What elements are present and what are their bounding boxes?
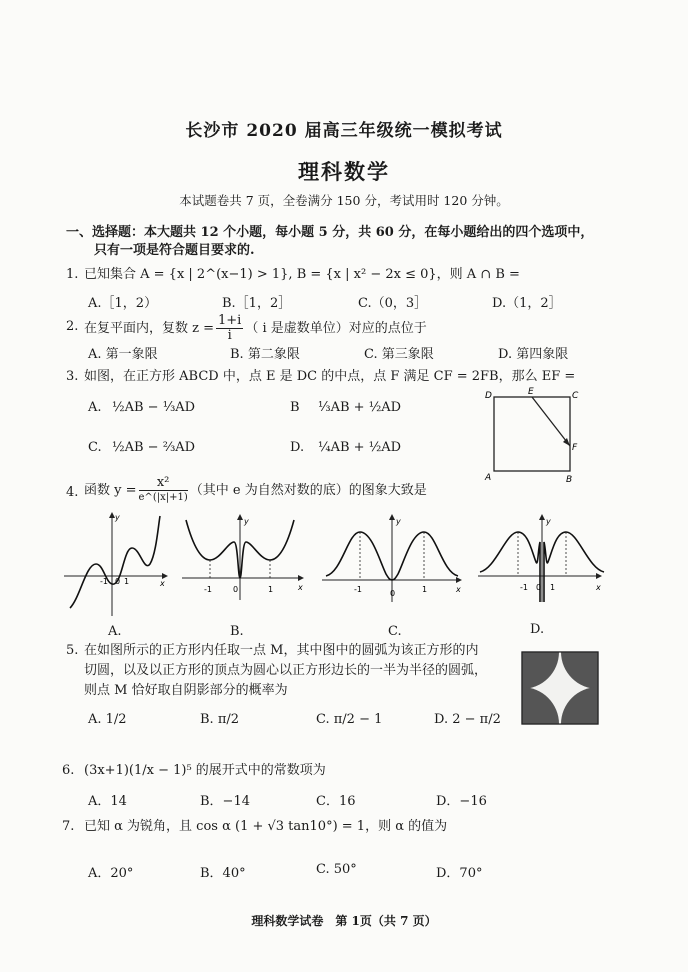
graph-c-y-label: y bbox=[396, 517, 401, 526]
segment-ef bbox=[532, 397, 570, 446]
graph-c bbox=[318, 512, 468, 604]
q4-frac-den: e^(|x|+1) bbox=[138, 492, 188, 503]
q7-option-c: C. 50° bbox=[316, 862, 357, 877]
graph-d bbox=[474, 512, 608, 604]
q7-stem: 已知 α 为锐角，且 cos α (1 + √3 tan10°) = 1，则 α 的值为 bbox=[84, 819, 448, 834]
q3-square-figure bbox=[482, 386, 582, 486]
q1-option-a: A.［1，2） bbox=[88, 296, 158, 311]
q2-stem-b: （ i 是虚数单位）对应的点位于 bbox=[245, 321, 427, 336]
graph-a-y-label: y bbox=[115, 513, 120, 522]
q3-option-d-label: D. bbox=[290, 440, 305, 455]
q4-option-a: A. bbox=[108, 624, 122, 639]
q1-option-d: D.（1，2］ bbox=[492, 296, 562, 311]
q1-option-c: C.（0，3］ bbox=[358, 296, 428, 311]
q3-option-c: ½AB − ⅔AD bbox=[112, 440, 196, 455]
q3-option-b-label: B bbox=[290, 400, 300, 415]
q5-line3: 则点 M 恰好取自阴影部分的概率为 bbox=[84, 683, 288, 698]
exam-info: 本试题卷共 7 页，全卷满分 150 分，考试用时 120 分钟。 bbox=[179, 193, 509, 208]
q7-option-b: B．40° bbox=[200, 866, 246, 881]
q4-frac-num: x² bbox=[139, 476, 188, 491]
q5-number: 5. bbox=[66, 643, 79, 658]
exam-title: 长沙市 2020 届高三年级统一模拟考试 bbox=[185, 121, 503, 141]
q2-frac-num: 1+i bbox=[218, 313, 242, 328]
q4-option-b: B. bbox=[230, 624, 244, 639]
q2-option-a: A. 第一象限 bbox=[88, 347, 158, 362]
graph-d-tick-m1: -1 bbox=[520, 583, 528, 592]
graph-a-tick-m1: -1 bbox=[100, 577, 108, 586]
q6-option-d: D．−16 bbox=[436, 794, 487, 809]
graph-d-y-label: y bbox=[546, 517, 551, 526]
q3-stem: 如图，在正方形 ABCD 中，点 E 是 DC 的中点，点 F 满足 CF = 2FB，那么 EF = bbox=[84, 369, 576, 384]
label-e: E bbox=[528, 387, 534, 397]
q7-option-a: A．20° bbox=[88, 866, 134, 881]
section-heading-line2: 只有一项是符合题目要求的. bbox=[94, 243, 255, 258]
q6-option-a: A．14 bbox=[88, 794, 127, 809]
q6-option-b: B．−14 bbox=[200, 794, 250, 809]
square-abcd bbox=[494, 397, 570, 471]
graph-b-origin: 0 bbox=[233, 585, 239, 594]
graph-a-tick-p1: 1 bbox=[124, 577, 130, 586]
q5-line2: 切圆，以及以正方形的顶点为圆心以正方形边长的一半为半径的圆弧， bbox=[84, 663, 488, 678]
graph-b-tick-m1: -1 bbox=[204, 585, 212, 594]
q5-option-b: B. π/2 bbox=[200, 712, 240, 727]
q2-stem bbox=[84, 314, 427, 343]
graph-d-tick-p1: 1 bbox=[550, 583, 556, 592]
graph-d-x-label: x bbox=[596, 583, 601, 592]
label-c: C bbox=[572, 391, 579, 401]
q7-option-d: D．70° bbox=[436, 866, 483, 881]
q3-option-a-label: A. bbox=[88, 400, 102, 415]
q3-number: 3. bbox=[66, 369, 79, 384]
q1-number: 1. bbox=[66, 267, 79, 282]
graph-c-tick-m1: -1 bbox=[354, 585, 362, 594]
q5-shaded-square-figure bbox=[518, 650, 602, 726]
q1-option-b: B.［1，2］ bbox=[222, 296, 292, 311]
q5-option-d: D. 2 − π/2 bbox=[434, 712, 501, 727]
q4-stem-a: 函数 y = bbox=[84, 483, 137, 498]
q6-option-c: C．16 bbox=[316, 794, 356, 809]
graph-b-tick-p1: 1 bbox=[268, 585, 274, 594]
graph-d-origin: 0 bbox=[536, 583, 542, 592]
graph-b-x-label: x bbox=[298, 583, 303, 592]
graph-a-x-label: x bbox=[160, 579, 165, 588]
q2-fraction bbox=[216, 314, 243, 343]
page-footer: 理科数学试卷 第 1页（共 7 页） bbox=[251, 914, 437, 928]
q2-option-c: C. 第三象限 bbox=[364, 347, 434, 362]
graph-b bbox=[178, 512, 310, 604]
q4-option-d: D. bbox=[530, 622, 545, 637]
q5-line1: 在如图所示的正方形内任取一点 M，其中图中的圆弧为该正方形的内 bbox=[84, 643, 479, 658]
q3-option-c-label: C. bbox=[88, 440, 102, 455]
q5-option-c: C. π/2 − 1 bbox=[316, 712, 383, 727]
q3-option-a: ½AB − ⅓AD bbox=[112, 400, 196, 415]
q4-fraction bbox=[139, 476, 188, 505]
graph-a-origin: 0 bbox=[115, 577, 121, 586]
q7-number: 7. bbox=[62, 819, 75, 834]
q3-option-b: ⅓AB + ½AD bbox=[318, 400, 402, 415]
q2-frac-den: i bbox=[227, 328, 232, 343]
graph-c-origin: 0 bbox=[390, 589, 396, 598]
q2-option-b: B. 第二象限 bbox=[230, 347, 300, 362]
graph-c-x-label: x bbox=[456, 585, 461, 594]
graph-b-y-label: y bbox=[244, 517, 249, 526]
graph-a bbox=[60, 508, 172, 618]
graph-c-tick-p1: 1 bbox=[422, 585, 428, 594]
q3-option-d: ¼AB + ½AD bbox=[318, 440, 402, 455]
q4-option-c: C. bbox=[388, 624, 402, 639]
label-d: D bbox=[485, 391, 492, 401]
q6-stem: (3x+1)(1/x − 1)⁵ 的展开式中的常数项为 bbox=[84, 763, 326, 778]
section-heading-line1: 一、选择题：本大题共 12 个小题，每小题 5 分，共 60 分，在每小题给出的四个选项中， bbox=[66, 225, 594, 240]
label-b: B bbox=[566, 475, 573, 485]
q4-stem-b: （其中 e 为自然对数的底）的图象大致是 bbox=[189, 483, 427, 498]
q4-number: 4. bbox=[66, 485, 79, 500]
subject-title: 理科数学 bbox=[298, 159, 390, 184]
label-a: A bbox=[485, 473, 492, 483]
q2-stem-a: 在复平面内，复数 z = bbox=[84, 321, 215, 336]
label-f: F bbox=[572, 443, 578, 453]
q6-number: 6. bbox=[62, 763, 75, 778]
q4-stem bbox=[84, 476, 427, 505]
q2-option-d: D. 第四象限 bbox=[498, 347, 569, 362]
q2-number: 2. bbox=[66, 319, 79, 334]
q5-option-a: A. 1/2 bbox=[88, 712, 127, 727]
q1-stem: 已知集合 A = {x | 2^(x−1) > 1}, B = {x | x² − 2x ≤ 0}，则 A ∩ B = bbox=[84, 267, 520, 282]
